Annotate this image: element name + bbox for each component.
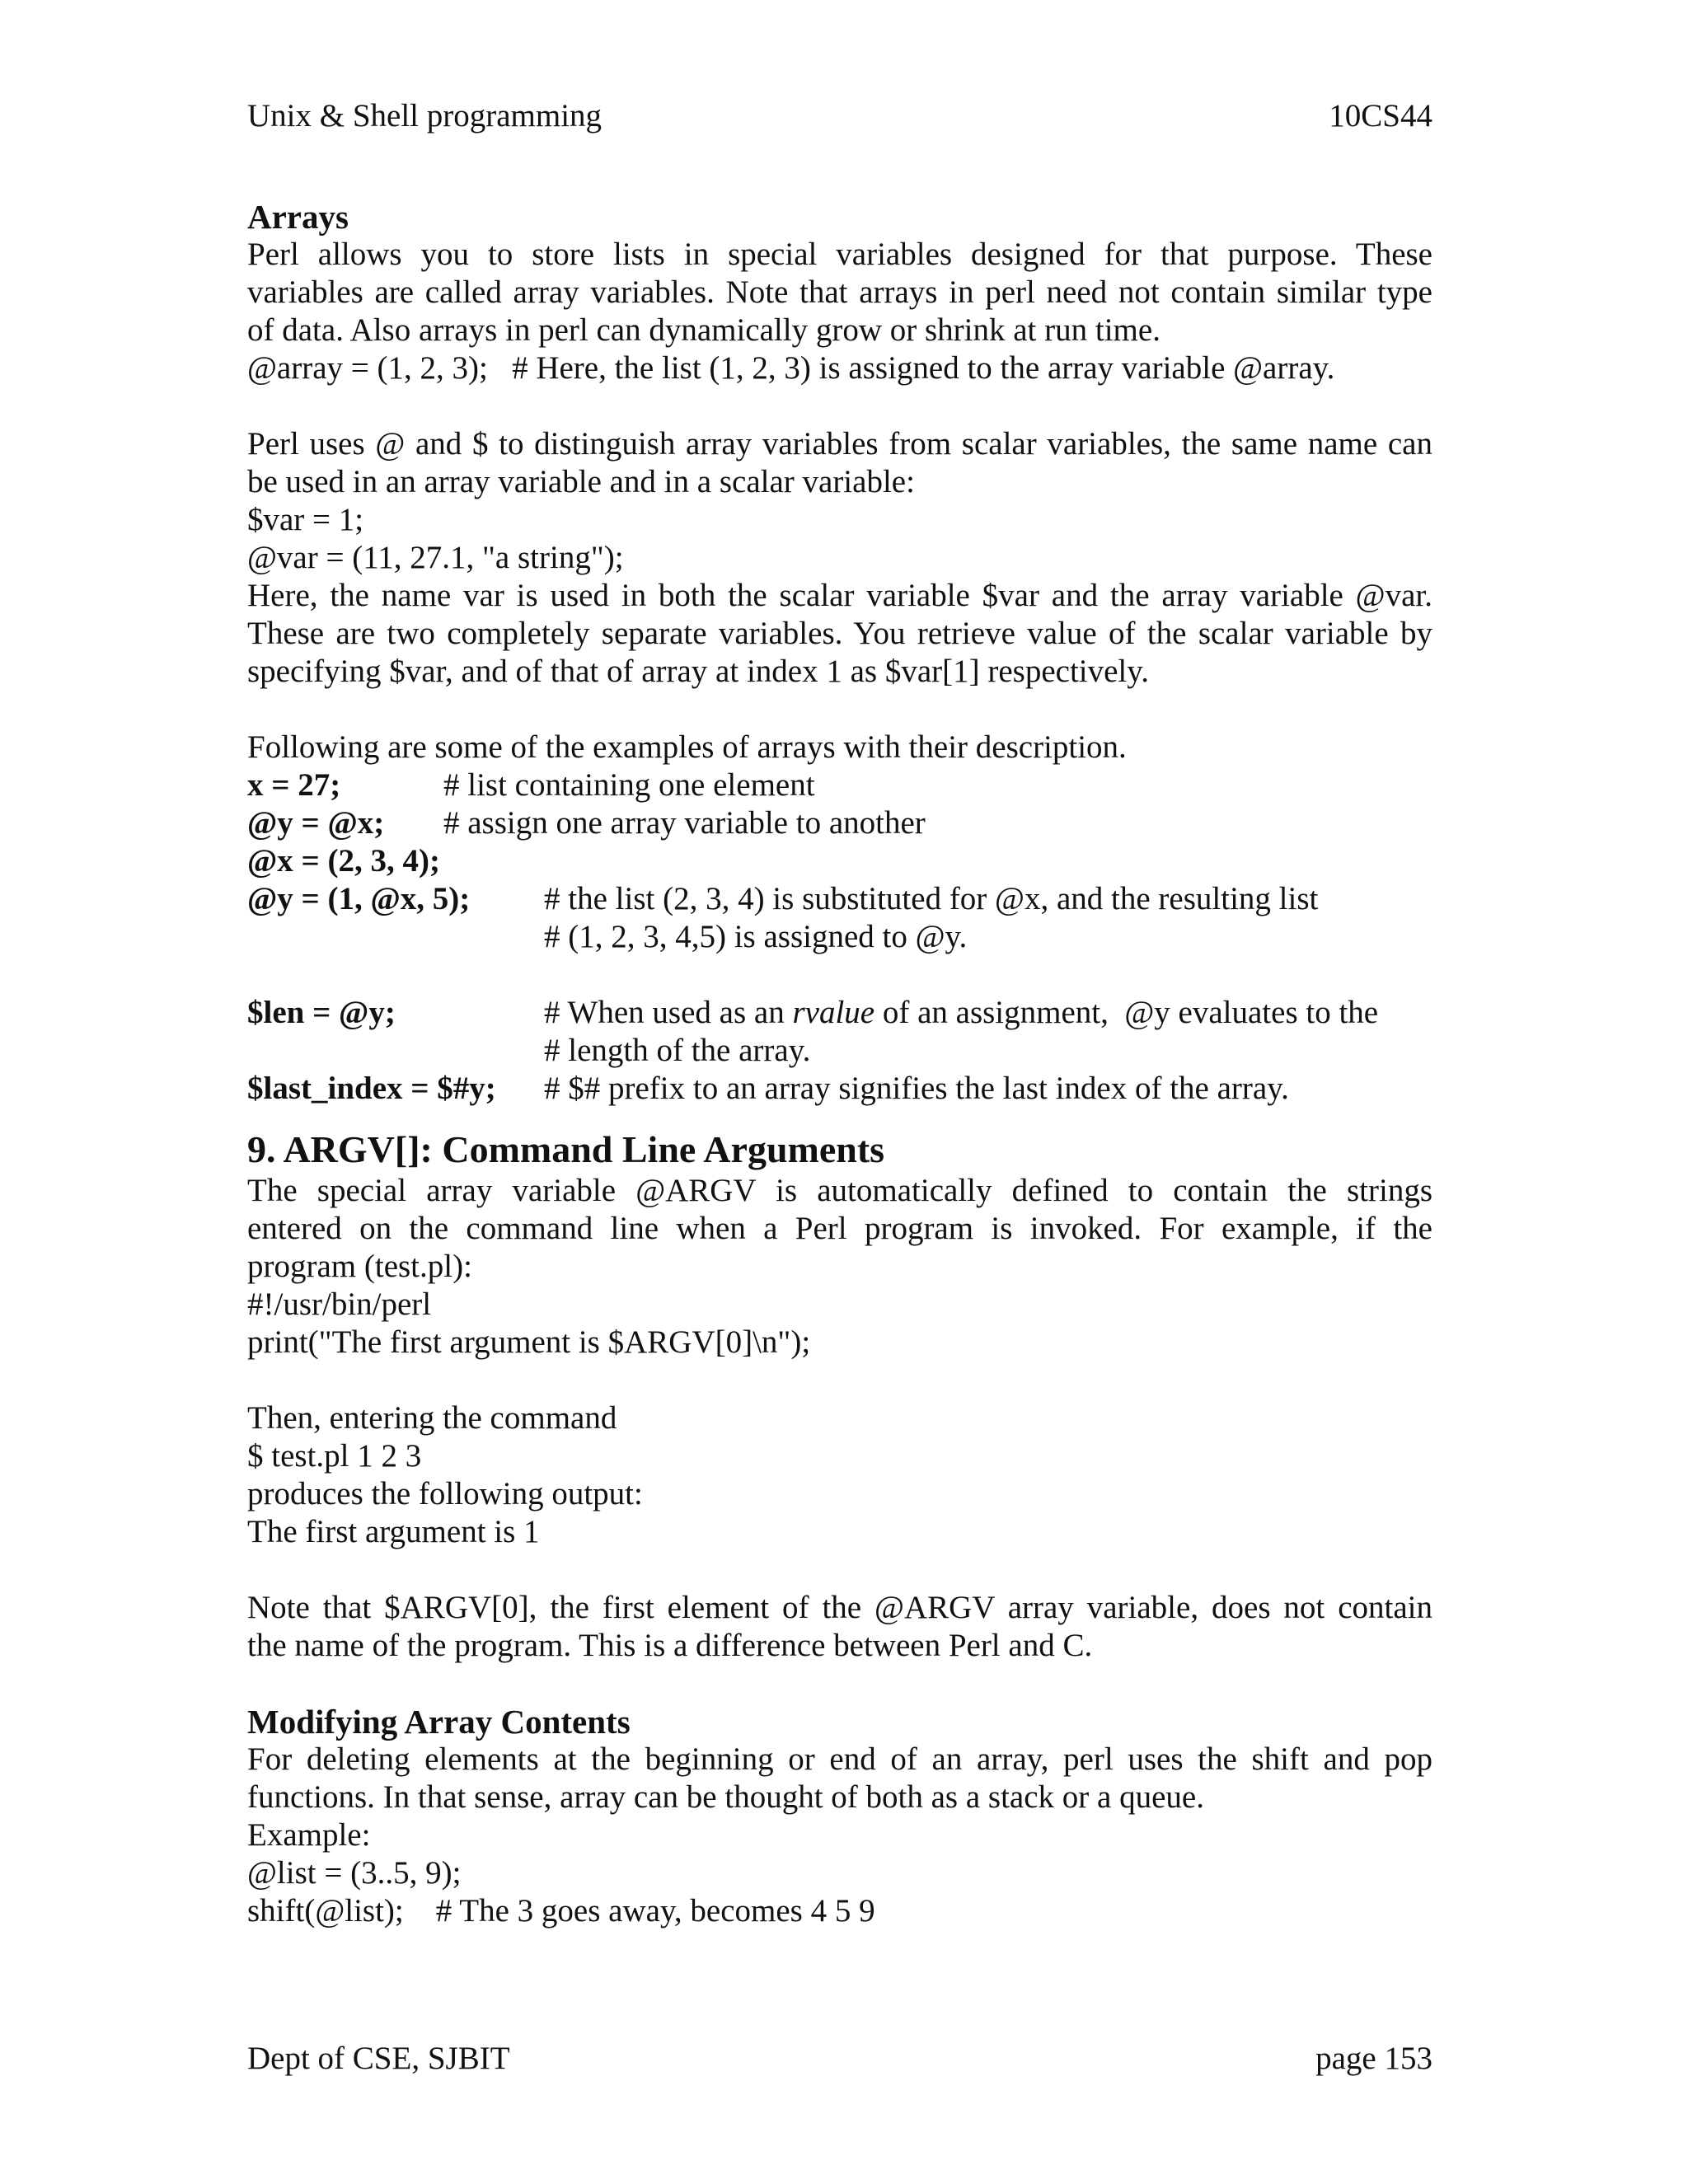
example-row xyxy=(247,1032,1432,1070)
code-line: @var = (11, 27.1, "a string"); xyxy=(247,540,624,575)
explanation-line: Here, the name var is used in both the scalar variable $var and the array variable @var. xyxy=(247,578,1432,613)
example-comment: # the list (2, 3, 4) is substituted for @x, and the resulting list xyxy=(544,881,1319,916)
page-footer xyxy=(247,2040,1432,2078)
argv-paragraph-line: The special array variable @ARGV is automatically defined to contain the strings xyxy=(247,1173,1432,1208)
modifying-heading: Modifying Array Contents xyxy=(247,1703,631,1741)
arrays-paragraph-line: variables are called array variables. Note that arrays in perl need not contain similar type xyxy=(247,274,1432,310)
example-code: @y = @x; xyxy=(247,805,385,841)
example-code: $last_index = $#y; xyxy=(247,1071,496,1106)
example-row xyxy=(247,804,1432,842)
argv-text-line: The first argument is 1 xyxy=(247,1514,540,1549)
argv-heading: 9. ARGV[]: Command Line Arguments xyxy=(247,1128,885,1170)
code-line: @list = (3..5, 9); xyxy=(247,1855,462,1891)
example-row xyxy=(247,842,1432,880)
code-line: print("The first argument is $ARGV[0]\n"); xyxy=(247,1324,811,1360)
explanation-line: These are two completely separate variables. You retrieve value of the scalar variable by xyxy=(247,616,1432,651)
argv-text-line: produces the following output: xyxy=(247,1476,643,1511)
example-comment: # When used as an rvalue of an assignment, @y evaluates to the xyxy=(544,995,1379,1030)
modifying-paragraph-line: For deleting elements at the beginning or end of an array, perl uses the shift and pop xyxy=(247,1741,1432,1777)
example-row xyxy=(247,994,1432,1032)
code-line: shift(@list); # The 3 goes away, becomes 4 5 9 xyxy=(247,1893,875,1929)
argv-note-line: Note that $ARGV[0], the first element of the @ARGV array variable, does not contain xyxy=(247,1590,1432,1625)
scalar-vs-array-line: be used in an array variable and in a scalar variable: xyxy=(247,464,915,499)
example-comment: # (1, 2, 3, 4,5) is assigned to @y. xyxy=(544,919,968,954)
code-line: #!/usr/bin/perl xyxy=(247,1286,432,1322)
header-course-title: Unix & Shell programming xyxy=(247,98,603,134)
page-content xyxy=(247,198,1432,1930)
example-comment: # length of the array. xyxy=(544,1033,811,1068)
example-row xyxy=(247,918,1432,956)
example-code: @x = (2, 3, 4); xyxy=(247,843,440,879)
footer-department: Dept of CSE, SJBIT xyxy=(247,2041,510,2076)
header-course-code: 10CS44 xyxy=(1329,98,1432,134)
example-row xyxy=(247,1070,1432,1108)
code-line: $var = 1; xyxy=(247,502,364,537)
example-comment: # $# prefix to an array signifies the last index of the array. xyxy=(544,1071,1289,1106)
example-comment: # assign one array variable to another xyxy=(443,805,926,841)
modifying-paragraph-line: functions. In that sense, array can be thought of both as a stack or a queue. xyxy=(247,1779,1204,1815)
example-row xyxy=(247,880,1432,918)
argv-text-line: Then, entering the command xyxy=(247,1400,617,1436)
example-comment: # list containing one element xyxy=(443,767,815,803)
page-header xyxy=(247,97,1432,135)
array-assign-code: @array = (1, 2, 3); # Here, the list (1, 2, 3) is assigned to the array variable @array. xyxy=(247,350,1335,386)
rvalue-term: rvalue xyxy=(792,995,875,1030)
example-code: @y = (1, @x, 5); xyxy=(247,881,471,916)
argv-note-line: the name of the program. This is a difference between Perl and C. xyxy=(247,1628,1093,1663)
examples-intro: Following are some of the examples of arrays with their description. xyxy=(247,729,1127,765)
argv-text-line: $ test.pl 1 2 3 xyxy=(247,1438,422,1474)
explanation-line: specifying $var, and of that of array at index 1 as $var[1] respectively. xyxy=(247,654,1149,689)
example-label: Example: xyxy=(247,1817,371,1853)
example-code: $len = @y; xyxy=(247,995,396,1030)
scalar-vs-array-line: Perl uses @ and $ to distinguish array variables from scalar variables, the same name can xyxy=(247,426,1432,462)
arrays-paragraph-line: Perl allows you to store lists in special variables designed for that purpose. These xyxy=(247,237,1432,272)
arrays-heading: Arrays xyxy=(247,198,349,236)
argv-paragraph-line: entered on the command line when a Perl program is invoked. For example, if the xyxy=(247,1211,1432,1246)
argv-paragraph-line: program (test.pl): xyxy=(247,1249,472,1284)
arrays-paragraph-line: of data. Also arrays in perl can dynamically grow or shrink at run time. xyxy=(247,312,1160,348)
page-number: page 153 xyxy=(1315,2041,1432,2076)
example-code: x = 27; xyxy=(247,767,341,803)
example-row xyxy=(247,766,1432,804)
